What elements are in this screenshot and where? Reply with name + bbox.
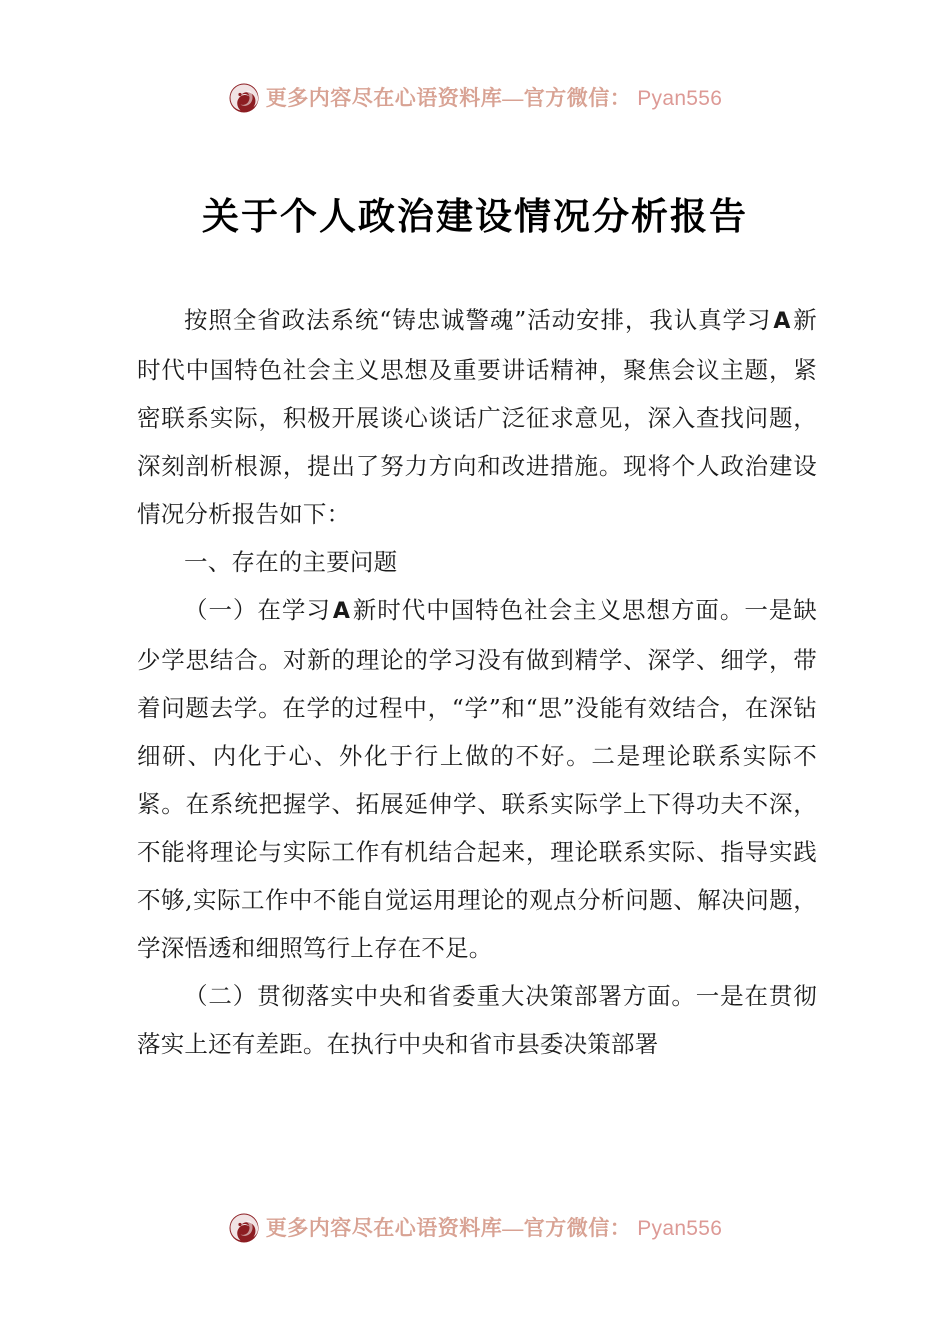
paragraph-intro: [137, 296, 817, 538]
circular-swirl-logo-icon: [228, 82, 260, 114]
paragraph-item-1: [137, 586, 817, 972]
footer-watermark: [0, 1212, 950, 1244]
paragraph-item-2: [137, 972, 817, 1068]
page-title: 关于个人政治建设情况分析报告: [202, 194, 748, 238]
header-watermark: [0, 82, 950, 114]
watermark-handle: Pyan556: [637, 1216, 723, 1240]
document-body: [137, 296, 817, 1068]
paragraph-text: 新时代中国特色社会主义思想方面。一是缺少学思结合。对新的理论的学习没有做到精学、深学、细学，带着问题去学。在学的过程中，“学”和“思”没能有效结合，在深钻细研、内化于心、外化于行上做的不好。二是理论联系实际不紧。在系统把握学、拓展延伸学、联系实际学上下得功夫不深，不能将理论与实际工作有机结合起来，理论联系实际、指导实践不够,实际工作中不能自觉运用理论的观点分析问题、解决问题，学深悟透和细照笃行上存在不足。: [137, 596, 817, 962]
paragraph-text: 按照全省政法系统“铸忠诚警魂”活动安排，我认真学习: [184, 306, 772, 334]
inline-latin-token: A: [773, 309, 791, 334]
paragraph-heading-1: [137, 538, 817, 586]
watermark-text: 更多内容尽在心语资料库—官方微信：: [265, 1215, 632, 1240]
circular-swirl-logo-icon: [228, 1212, 260, 1244]
paragraph-text: （二）贯彻落实中央和省委重大决策部署方面。一是在贯彻落实上还有差距。在执行中央和省市县委决策部署: [137, 982, 817, 1058]
watermark-handle: Pyan556: [637, 86, 723, 110]
paragraph-text: 一、存在的主要问题: [184, 548, 398, 576]
watermark-text: 更多内容尽在心语资料库—官方微信：: [265, 85, 632, 110]
inline-latin-token: A: [332, 599, 351, 624]
paragraph-text: （一）在学习: [184, 596, 331, 624]
paragraph-text: 新时代中国特色社会主义思想及重要讲话精神，聚焦会议主题，紧密联系实际，积极开展谈心谈话广泛征求意见，深入查找问题，深刻剖析根源，提出了努力方向和改进措施。现将个人政治建设情况分析报告如下：: [137, 306, 818, 528]
